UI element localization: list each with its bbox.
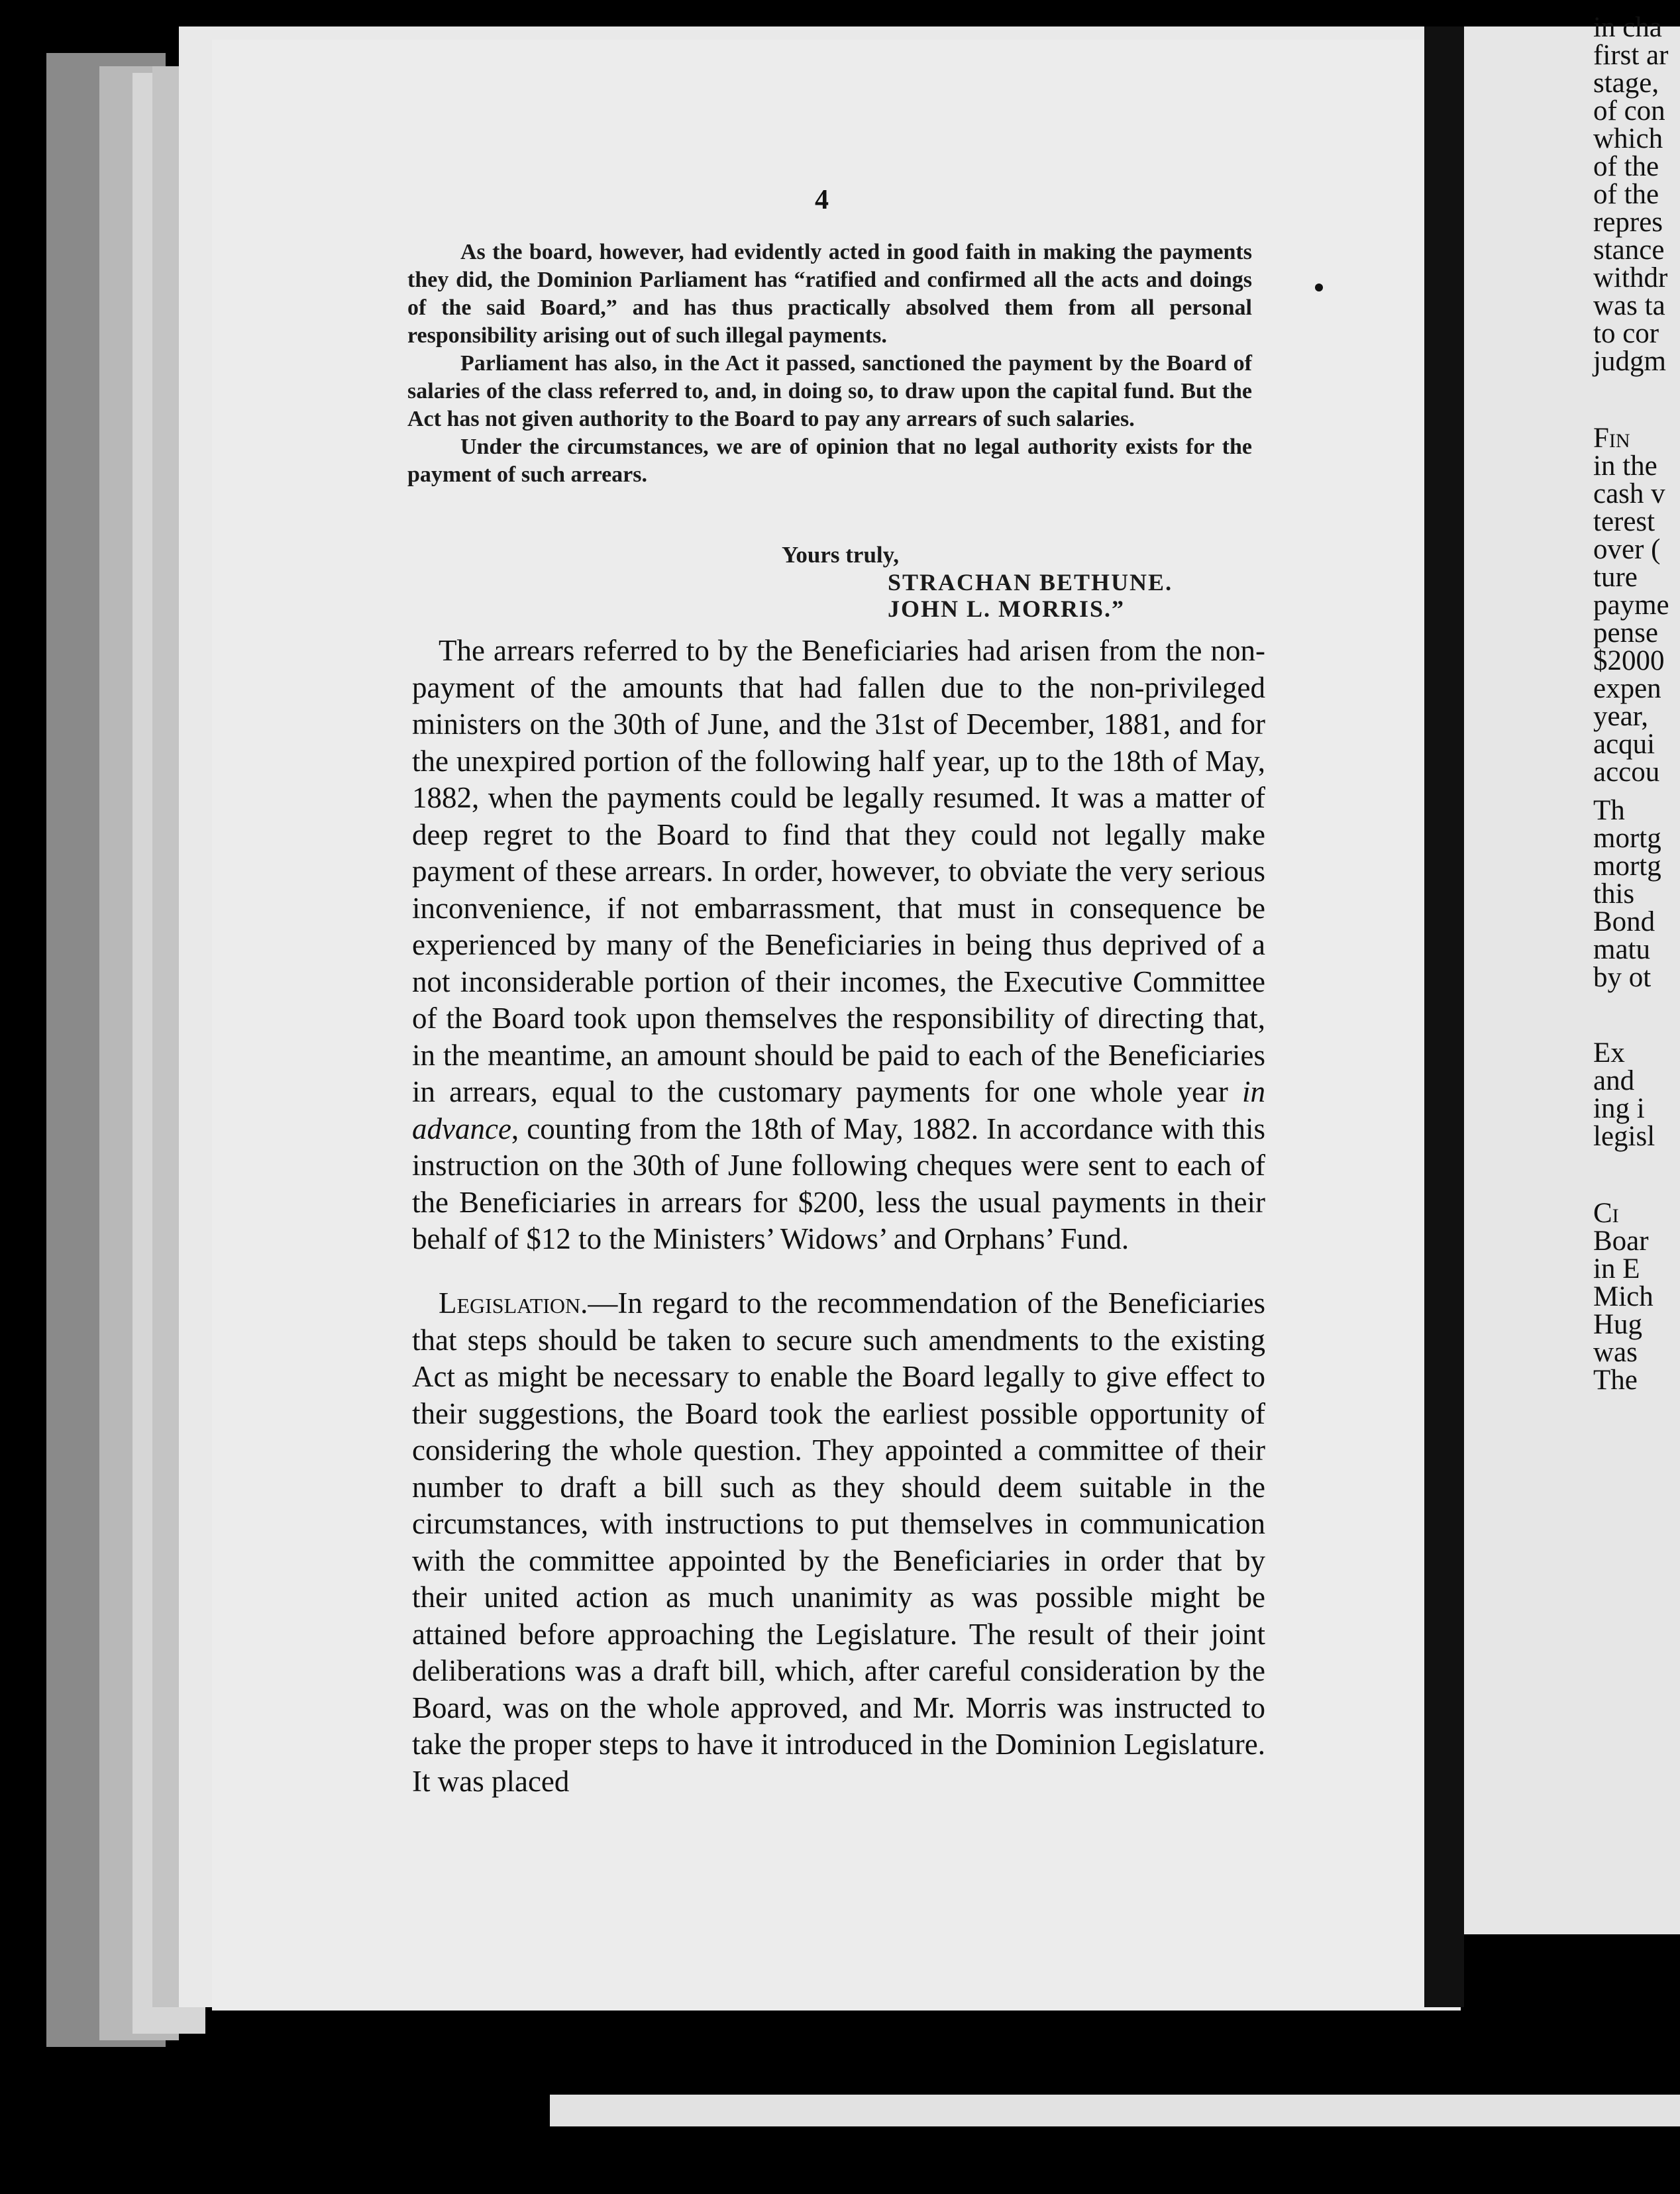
italic-text: in advance	[412, 1075, 1266, 1145]
letter-closing: Yours truly,	[782, 542, 899, 568]
facing-page-line: acqui	[1593, 729, 1655, 760]
facing-page-line: in E	[1593, 1253, 1640, 1284]
facing-page-line: Bond	[1593, 906, 1655, 937]
facing-page-line: and	[1593, 1065, 1635, 1096]
facing-page-line: $2000	[1593, 645, 1665, 676]
letter-paragraph: As the board, however, had evidently acted in good faith in making the payments they did, the Dominion Parliament has “ratified and confirmed all the acts and doings of the said Board,” and has thus practically absolved them from all personal responsibility arising out of such illegal payments.	[407, 240, 1252, 348]
facing-page-line: by ot	[1593, 962, 1652, 993]
facing-page-line: ing i	[1593, 1093, 1645, 1124]
facing-page-line: year,	[1593, 701, 1649, 732]
legislation-paragraph	[412, 1285, 1265, 1800]
facing-page-line: ture	[1593, 562, 1638, 593]
page-number: 4	[815, 185, 829, 215]
quoted-letter	[407, 238, 1252, 489]
facing-page-line: over (	[1593, 534, 1661, 565]
text-run: The arrears referred to by the Beneficiaries had arisen from the non-payment of the amounts that had fallen due to the non-privileged ministers on the 30th of June, and the 31st of December, 1881, and for the unexpired portion of the following half year, up to the 18th of May, 1882, when the payments could be legally resumed. It was a matter of deep regret to the Board to find that they could not legally make payment of these arrears. In order, however, to obviate the very serious inconvenience, if not embarrassment, that must in consequence be experienced by many of the Beneficiaries in being thus deprived of a not inconsiderable portion of their incomes, the Executive Committee of the Board took upon themselves the responsibility of directing that, in the meantime, an amount should be paid to each of the Beneficiaries in arrears, equal to the customary payments for one whole year	[412, 634, 1265, 1108]
signature-bethune: STRACHAN BETHUNE.	[888, 569, 1173, 596]
facing-page-line: Mich	[1593, 1281, 1654, 1312]
section-heading: Legislation.	[439, 1286, 588, 1320]
facing-page-line: Th	[1593, 795, 1625, 826]
facing-page-line: mortg	[1593, 823, 1661, 854]
letter-paragraph: Under the circumstances, we are of opinion that no legal authority exists for the payment of such arrears.	[407, 435, 1252, 487]
facing-page-line: Ex	[1593, 1037, 1625, 1069]
text-run: , counting from the 18th of May, 1882. In accordance with this instruction on the 30th of June following cheques were sent to each of the Beneficiaries in arrears for $200, less the usual payments in their behalf of $12 to the Ministers’ Widows’ and Orphans’ Fund.	[412, 1112, 1265, 1255]
ink-speck	[1315, 284, 1323, 291]
facing-page-line: The	[1593, 1365, 1638, 1396]
facing-page-line: cash v	[1593, 478, 1665, 509]
facing-page-text	[1593, 12, 1680, 1822]
facing-page-line: this	[1593, 878, 1635, 910]
facing-page-line: in cha	[1593, 12, 1662, 43]
signature-morris: JOHN L. MORRIS.”	[888, 596, 1126, 622]
facing-page-line: stage,	[1593, 68, 1659, 99]
text-run: —In regard to the recommendation of the Beneficiaries that steps should be taken to secure such amendments to the existing Act as might be necessary to enable the Board legally to give effect to their suggestions, the Board took the earliest possible opportunity of considering the whole question. They appointed a committee of their number to draft a bill such as they should deem suitable in the circumstances, with instructions to put themselves in communication with the committee appointed by the Beneficiaries in order that by their united action as much unanimity as was possible might be attained before approaching the Legislature. The result of their joint deliberations was a draft bill, which, after careful consideration by the Board, was on the whole approved, and Mr. Morris was instructed to take the proper steps to have it introduced in the Dominion Legislature. It was placed	[412, 1286, 1265, 1798]
facing-page-line: legisl	[1593, 1121, 1655, 1152]
facing-page-line: in the	[1593, 450, 1657, 482]
facing-page-line: judgm	[1593, 346, 1666, 377]
facing-page-line: payme	[1593, 590, 1669, 621]
arrears-paragraph	[412, 633, 1265, 1258]
facing-page-line: Ci	[1593, 1198, 1619, 1229]
facing-page-line: was ta	[1593, 290, 1665, 321]
facing-page-line: Hug	[1593, 1309, 1643, 1340]
facing-page-line: accou	[1593, 757, 1660, 788]
facing-page-line: mortg	[1593, 851, 1661, 882]
letter-paragraph: Parliament has also, in the Act it passed, sanctioned the payment by the Board of salaries of the class referred to, and, in doing so, to draw upon the capital fund. But the Act has not given authority to the Board to pay any arrears of such salaries.	[407, 351, 1252, 431]
facing-page-line: of con	[1593, 95, 1665, 127]
facing-page-line: repres	[1593, 207, 1663, 238]
facing-page-line: Boar	[1593, 1226, 1649, 1257]
facing-page-line: of the	[1593, 179, 1659, 210]
facing-page-line: stance	[1593, 235, 1665, 266]
page-bottom-edge	[550, 2095, 1680, 2126]
facing-page-line: which	[1593, 123, 1663, 154]
facing-page-line: to cor	[1593, 318, 1659, 349]
facing-page-line: was	[1593, 1337, 1638, 1368]
facing-page-line: terest	[1593, 506, 1655, 537]
facing-page-line: expen	[1593, 673, 1661, 704]
book-spine	[1424, 26, 1464, 2007]
facing-page-line: Fin	[1593, 423, 1630, 454]
facing-page-line: first ar	[1593, 40, 1669, 71]
facing-page-line: of the	[1593, 151, 1659, 182]
facing-page-line: withdr	[1593, 262, 1668, 293]
facing-page-line: matu	[1593, 934, 1650, 965]
facing-page-line: pense	[1593, 617, 1658, 649]
